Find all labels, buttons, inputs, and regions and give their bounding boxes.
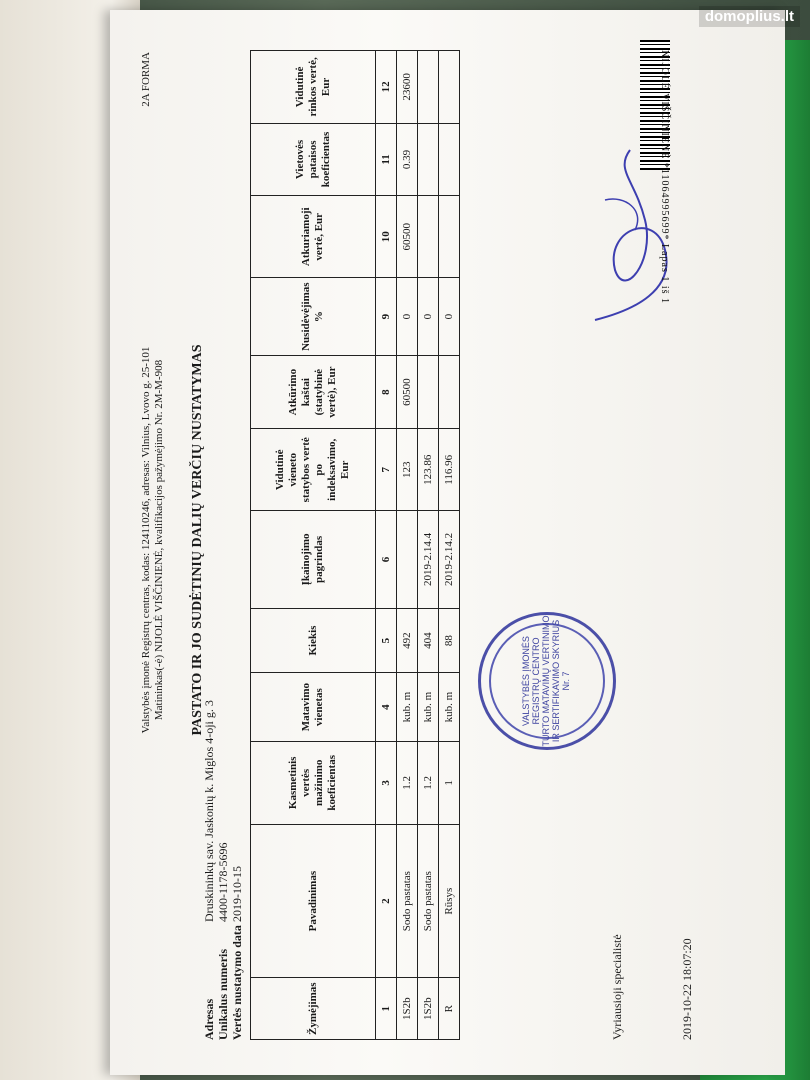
table-cell: 116.96 [439,429,460,511]
header-cell: Nusidėvėjimas % [251,278,376,355]
header-cell: Vietovės pataisos koeficientas [251,123,376,195]
header-cell: Vidutinė rinkos vertė, Eur [251,51,376,124]
print-datetime: 2019-10-22 18:07:20 [680,938,694,1040]
header-cell: Atkūrimo kaštai (statybinė vertė), Eur [251,355,376,429]
table-row [397,51,418,1040]
stamp-inner-text: TURTO MATAVIMŲ VERTINIMO IR SERTIFIKAVIMO SKYRIUS [541,615,561,747]
table-cell: 0 [397,278,418,355]
column-number: 4 [376,673,397,741]
table-cell [397,511,418,609]
column-number: 1 [376,978,397,1040]
address-label: Adresas [202,998,216,1040]
valuation-date-value: 2019-10-15 [230,866,244,922]
table-cell [439,355,460,429]
column-number-row [376,51,397,1040]
table-cell: 60500 [397,196,418,278]
header-cell: Kiekis [251,608,376,673]
column-number: 7 [376,429,397,511]
issuer-line-2: Matininkas(-ė) NIJOLĖ VIŠČINIENĖ, kvalifikacijos pažymėjimo Nr. 2M-M-908 [153,359,165,721]
unique-number-label: Unikalus numeris [216,948,230,1040]
table-cell: 0 [418,278,439,355]
header-cell: Vidutinė vieneto statybos vertė po indeksavimo, Eur [251,429,376,511]
address-value: Druskininkų sav. Jaskonių k. Miglos 4-oji g. 3 [202,700,216,922]
stamp-number: Nr. 7 [561,671,571,691]
header-cell: Įkainojimo pagrindas [251,511,376,609]
issuer [140,40,166,1040]
form-label: 2A FORMA [140,52,152,107]
document-meta [202,700,244,1040]
column-number: 6 [376,511,397,609]
specialist-title: Vyriausioji specialistė [610,934,624,1040]
table-cell: 1.2 [418,741,439,824]
table-cell: 1S2b [418,978,439,1040]
stamp-outer-text: VALSTYBĖS ĮMONĖS REGISTRŲ CENTRO [521,636,541,726]
table-cell: 1.2 [397,741,418,824]
table-cell: 1 [439,741,460,824]
watermark: domoplius.lt [699,6,800,27]
table-cell [418,123,439,195]
header-cell: Matavimo vienetas [251,673,376,741]
official-stamp [478,612,616,750]
table-cell: 123.86 [418,429,439,511]
table-cell: Sodo pastatas [397,824,418,978]
table-cell [418,196,439,278]
table-cell: 492 [397,608,418,673]
barcode-number: *11064995699* [659,162,670,241]
unique-number-value: 4400-1178-5696 [216,842,230,922]
header-cell: Atkuriamoji vertė, Eur [251,196,376,278]
valuation-table [250,50,460,1040]
document-title: PASTATO IR JO SUDĖTINIŲ DALIŲ VERČIŲ NUSTATYMAS [190,344,205,736]
table-cell [418,51,439,124]
table-cell [439,51,460,124]
table-cell: kub. m [418,673,439,741]
table-cell: 88 [439,608,460,673]
header-cell: Kasmetinis vertės mažinimo koeficientas [251,741,376,824]
table-cell: 60500 [397,355,418,429]
table-cell: kub. m [397,673,418,741]
issuer-line-1: Valstybės įmonė Registrų centras, kodas: 124110246, adresas: Vilnius, Lvovo g. 25-101 [140,346,152,734]
column-number: 11 [376,123,397,195]
column-number: 10 [376,196,397,278]
table-row [439,51,460,1040]
column-number: 8 [376,355,397,429]
header-cell: Pavadinimas [251,824,376,978]
column-number: 9 [376,278,397,355]
table-cell: 123 [397,429,418,511]
table-cell: 2019-2.14.4 [418,511,439,609]
table-cell: 1S2b [397,978,418,1040]
table-cell: Sodo pastatas [418,824,439,978]
table-cell: 0.39 [397,123,418,195]
stamp-text [521,615,571,747]
barcode-meta [659,50,670,304]
table-cell: 0 [439,278,460,355]
signature-icon [575,140,695,340]
table-cell: 404 [418,608,439,673]
table-cell [439,196,460,278]
header-cell: Žymėjimas [251,978,376,1040]
signer-name: NIJOLĖ VIŠČINIENĖ [659,50,670,160]
page-indicator: Lapas 1 iš 1 [659,243,670,304]
table-cell: 2019-2.14.2 [439,511,460,609]
column-number: 2 [376,824,397,978]
table-cell: kub. m [439,673,460,741]
column-number: 12 [376,51,397,124]
column-number: 5 [376,608,397,673]
table-row [418,51,439,1040]
column-number: 3 [376,741,397,824]
table-cell: R [439,978,460,1040]
table-cell [439,123,460,195]
valuation-date-label: Vertės nustatymo data [230,925,244,1040]
table-cell: Rūsys [439,824,460,978]
table-cell: 23600 [397,51,418,124]
table-cell [418,355,439,429]
